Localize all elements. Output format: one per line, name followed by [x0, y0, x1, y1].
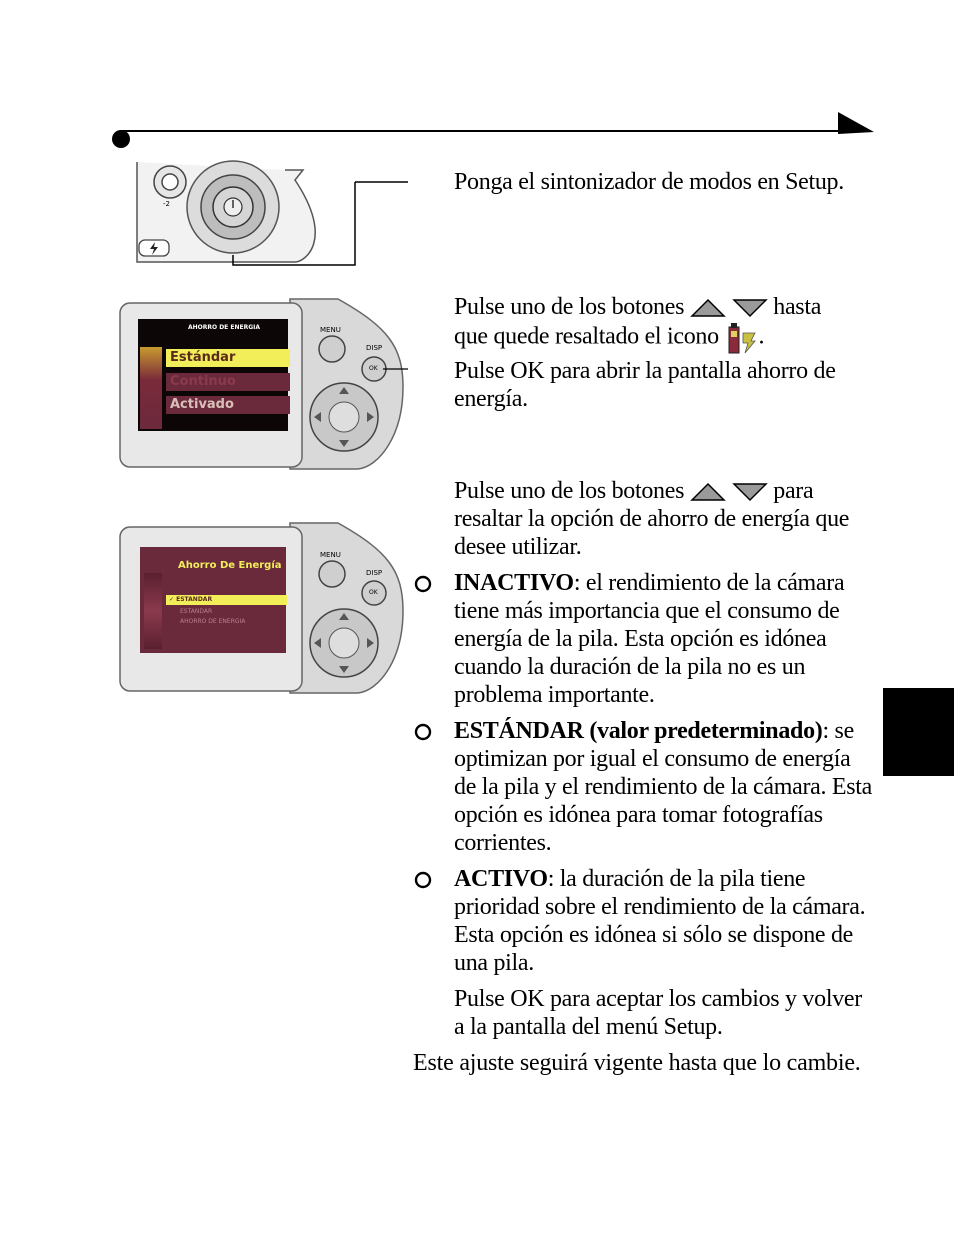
- step-2-prefix-2: que quede resaltado el icono: [454, 323, 719, 350]
- step-3-line-1: [454, 477, 874, 505]
- option-inactive: [414, 569, 874, 709]
- lcd-menu-item-active: Activado: [166, 396, 290, 414]
- circle-bullet-icon: [414, 723, 432, 741]
- option-term: ESTÁNDAR (valor predeterminado): [454, 718, 823, 744]
- option-desc: : el rendimiento de la cámara tiene más importancia que el consumo de energía de la pila. Esta opción es idónea cuando la duración de la pila no es un problema importante.: [454, 570, 845, 708]
- camera-lcd-power-figure: [118, 521, 408, 696]
- arrow-right-icon: [836, 110, 876, 136]
- disp-button-label: DISP: [366, 569, 383, 577]
- lcd-title: AHORRO DE ENERGIA: [188, 324, 261, 331]
- lcd-option: ESTANDAR: [180, 608, 213, 615]
- up-arrow-button-icon: [690, 482, 726, 502]
- step-3-prefix: Pulse uno de los botones: [454, 478, 685, 504]
- circle-bullet-icon: [414, 575, 432, 593]
- up-arrow-button-icon: [690, 298, 726, 318]
- step-2-suffix-2: .: [758, 323, 765, 350]
- option-standard: [414, 717, 874, 857]
- header-rule: [121, 130, 853, 132]
- down-arrow-button-icon: [732, 298, 768, 318]
- section-tab: [883, 688, 954, 776]
- step-3-suffix: para: [773, 478, 814, 504]
- mode-dial-illustration: [135, 160, 415, 270]
- option-term: INACTIVO: [454, 570, 574, 596]
- step-3-text: resaltar la opción de ahorro de energía que desee utilizar.: [454, 506, 850, 560]
- lcd-side-icons: [144, 573, 162, 649]
- camera-lcd-setup-figure: [118, 297, 408, 472]
- lcd-menu-item-standard: Estándar: [166, 349, 290, 367]
- svg-text:-2: -2: [163, 200, 170, 208]
- power-saving-icon: [725, 321, 759, 355]
- ok-button-label: OK: [369, 365, 378, 372]
- lcd-menu-item-continuous: Continuo: [166, 373, 290, 391]
- step-2-prefix: Pulse uno de los botones: [454, 294, 685, 320]
- step-2-line-1: [454, 293, 874, 321]
- lcd-option-selected: ✓ ESTANDAR: [166, 595, 287, 605]
- disp-button-label: DISP: [366, 344, 383, 352]
- option-term: ACTIVO: [454, 866, 548, 892]
- footer-note: Este ajuste seguirá vigente hasta que lo cambie.: [413, 1050, 861, 1076]
- step-2-line-2: [454, 321, 874, 355]
- step-1-text: Ponga el sintonizador de modos en Setup.: [454, 169, 844, 195]
- down-arrow-button-icon: [732, 482, 768, 502]
- lcd-option: AHORRO DE ENERGIA: [180, 618, 246, 625]
- menu-button-label: MENU: [320, 326, 341, 334]
- ok-button-label: OK: [369, 589, 378, 596]
- rule-bullet: [112, 130, 130, 148]
- circle-bullet-icon: [414, 871, 432, 889]
- lcd-title: Ahorro De Energía: [178, 560, 282, 571]
- option-desc: : la duración de la pila tiene prioridad sobre el rendimiento de la cámara. Esta opción es idónea si sólo se dispone de una pila.: [454, 866, 866, 976]
- step-2-text: Pulse OK para abrir la pantalla ahorro de energía.: [454, 358, 836, 412]
- step-2-suffix: hasta: [773, 294, 822, 320]
- option-active: [414, 865, 874, 977]
- option-desc: : se optimizan por igual el consumo de energía de la pila y el rendimiento de la cámara. Esta opción es idónea para tomar fotografías corrientes.: [454, 718, 873, 856]
- menu-button-label: MENU: [320, 551, 341, 559]
- lcd-side-icons: [140, 347, 162, 429]
- step-4-text: Pulse OK para aceptar los cambios y volver a la pantalla del menú Setup.: [454, 986, 862, 1040]
